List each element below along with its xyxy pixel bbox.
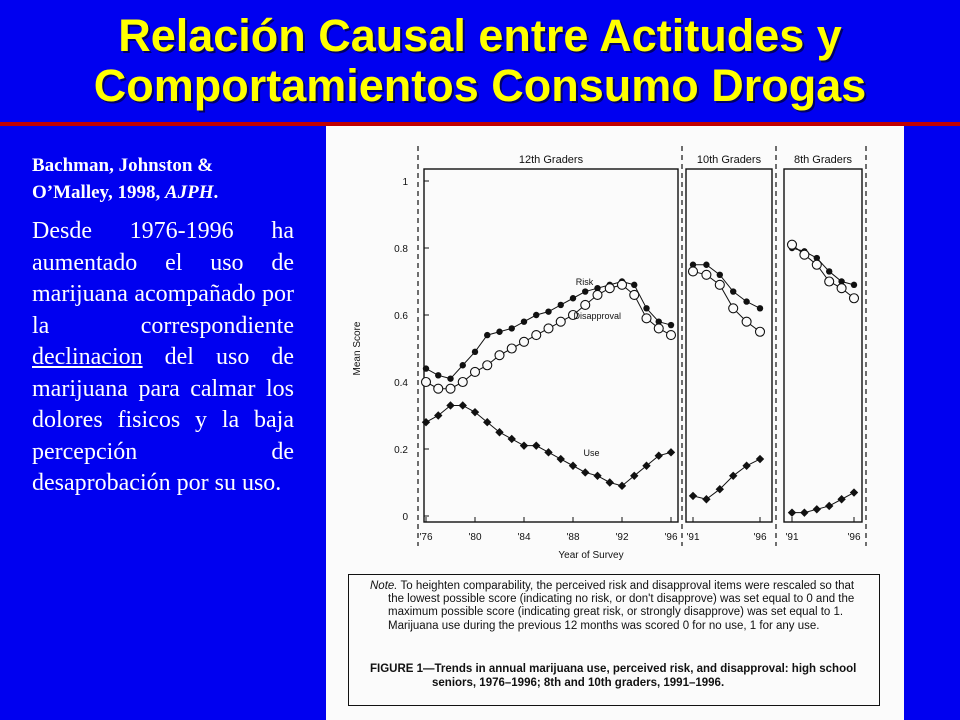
series-line-disapproval (426, 285, 671, 389)
data-point-disapproval (618, 280, 627, 289)
y-tick-label: 1 (402, 177, 408, 188)
data-point-risk (851, 282, 857, 288)
data-point-disapproval (458, 378, 467, 387)
data-point-risk (496, 329, 502, 335)
x-tick-label: '96 (664, 532, 678, 543)
y-tick-label: 0.6 (394, 311, 408, 322)
data-point-use (459, 401, 467, 409)
data-point-disapproval (422, 378, 431, 387)
data-point-use (825, 502, 833, 510)
data-point-disapproval (581, 300, 590, 309)
x-tick-label: '76 (419, 532, 433, 543)
series-line-use (792, 493, 854, 513)
data-point-disapproval (605, 284, 614, 293)
data-point-use (508, 435, 516, 443)
x-tick-label: '91 (686, 532, 700, 543)
data-point-disapproval (812, 260, 821, 269)
body-underlined-word: declinacion (32, 344, 143, 370)
data-point-disapproval (495, 351, 504, 360)
data-point-use (581, 468, 589, 476)
data-point-risk (743, 298, 749, 304)
data-point-disapproval (667, 331, 676, 340)
data-point-risk (558, 302, 564, 308)
data-point-disapproval (756, 327, 765, 336)
caption-label: FIGURE 1 (370, 663, 424, 675)
body-part-1: Desde 1976-1996 ha aumentado el uso de marijuana acompañado por la correspondiente (32, 218, 294, 339)
data-point-disapproval (689, 267, 698, 276)
data-point-risk (570, 295, 576, 301)
data-point-risk (472, 349, 478, 355)
data-point-use (850, 488, 858, 496)
data-point-disapproval (702, 270, 711, 279)
data-point-disapproval (507, 344, 516, 353)
panel-title-0: 12th Graders (518, 154, 584, 166)
panel-frame-1 (686, 169, 772, 522)
data-point-use (800, 508, 808, 516)
data-point-disapproval (850, 294, 859, 303)
scanned-figure (326, 126, 904, 720)
y-axis-label: Mean Score (352, 321, 363, 376)
data-point-disapproval (471, 367, 480, 376)
panel-frame-2 (784, 169, 862, 522)
data-point-disapproval (788, 240, 797, 249)
data-point-use (569, 462, 577, 470)
data-point-disapproval (593, 290, 602, 299)
data-point-disapproval (800, 250, 809, 259)
data-point-risk (582, 288, 588, 294)
data-point-use (606, 478, 614, 486)
data-point-risk (757, 305, 763, 311)
data-point-risk (484, 332, 490, 338)
figure-note (370, 580, 870, 633)
x-tick-label: '96 (847, 532, 861, 543)
data-point-disapproval (520, 337, 529, 346)
data-point-disapproval (483, 361, 492, 370)
data-point-disapproval (642, 314, 651, 323)
citation-authors: Bachman, Johnston & O’Malley, 1998, (32, 155, 214, 203)
data-point-risk (631, 282, 637, 288)
data-point-disapproval (742, 317, 751, 326)
x-axis-label: Year of Survey (558, 550, 624, 561)
slide-title (0, 0, 960, 122)
data-point-risk (730, 288, 736, 294)
x-tick-label: '91 (785, 532, 799, 543)
data-point-use (667, 448, 675, 456)
caption-text: —Trends in annual marijuana use, perceived risk, and disapproval: high school seniors, 1976–1996; 8th and 10th graders, 1991–1996. (423, 663, 857, 689)
data-point-use (689, 492, 697, 500)
data-point-use (742, 462, 750, 470)
data-point-use (593, 472, 601, 480)
data-point-risk (521, 319, 527, 325)
note-text: To heighten comparability, the perceived risk and disapproval items were rescaled so that the lowest possible score (indicating no risk, or don't disapprove) was set equal to 0 and the maximum possible score (indicating great risk, or strongly disapprove) was set equal to 1. Marijuana use during the previous 12 months was scored 0 for no use, 1 for any use. (388, 580, 855, 632)
series-label-use: Use (583, 447, 600, 458)
title-line-2: Comportamientos Consumo Drogas (93, 60, 867, 111)
data-point-risk (717, 272, 723, 278)
data-point-use (756, 455, 764, 463)
data-point-disapproval (825, 277, 834, 286)
y-tick-label: 0.8 (394, 244, 408, 255)
x-tick-label: '84 (517, 532, 531, 543)
panel-title-2: 8th Graders (793, 154, 853, 166)
data-point-risk (460, 362, 466, 368)
panel-frame-0 (424, 169, 678, 522)
data-point-use (813, 505, 821, 513)
panel-title-1: 10th Graders (696, 154, 762, 166)
data-point-disapproval (446, 384, 455, 393)
data-point-risk (509, 325, 515, 331)
data-point-disapproval (654, 324, 663, 333)
data-point-use (520, 441, 528, 449)
data-point-use (544, 448, 552, 456)
text-column (32, 152, 294, 500)
data-point-disapproval (532, 331, 541, 340)
y-tick-label: 0.2 (394, 445, 408, 456)
data-point-risk (703, 262, 709, 268)
data-point-use (422, 418, 430, 426)
data-point-disapproval (544, 324, 553, 333)
data-point-risk (826, 268, 832, 274)
data-point-disapproval (434, 384, 443, 393)
series-label-risk: Risk (575, 276, 594, 287)
data-point-risk (668, 322, 674, 328)
data-point-disapproval (630, 290, 639, 299)
data-point-disapproval (729, 304, 738, 313)
data-point-risk (423, 365, 429, 371)
data-point-risk (447, 375, 453, 381)
data-point-disapproval (715, 280, 724, 289)
data-point-risk (545, 308, 551, 314)
citation (32, 152, 294, 206)
note-label: Note. (370, 580, 398, 592)
body-paragraph (32, 216, 294, 500)
x-tick-label: '92 (615, 532, 629, 543)
citation-end: . (213, 182, 219, 203)
body-part-2: del uso de marijuana para calmar los dolores fisicos y la baja percepción de desaprobación por su uso. (32, 344, 295, 496)
y-tick-label: 0 (402, 512, 408, 523)
series-label-disapproval: Disapproval (573, 310, 622, 321)
citation-journal: AJPH (164, 182, 214, 203)
data-point-disapproval (556, 317, 565, 326)
x-tick-label: '88 (566, 532, 580, 543)
title-line-1: Relación Causal entre Actitudes y (118, 10, 842, 61)
data-point-risk (643, 305, 649, 311)
data-point-risk (533, 312, 539, 318)
figure-caption (370, 662, 870, 690)
x-tick-label: '80 (468, 532, 482, 543)
data-point-use (702, 495, 710, 503)
data-point-use (788, 508, 796, 516)
x-tick-label: '96 (753, 532, 767, 543)
data-point-use (532, 441, 540, 449)
data-point-use (557, 455, 565, 463)
data-point-risk (435, 372, 441, 378)
data-point-disapproval (837, 284, 846, 293)
y-tick-label: 0.4 (394, 378, 408, 389)
data-point-use (837, 495, 845, 503)
